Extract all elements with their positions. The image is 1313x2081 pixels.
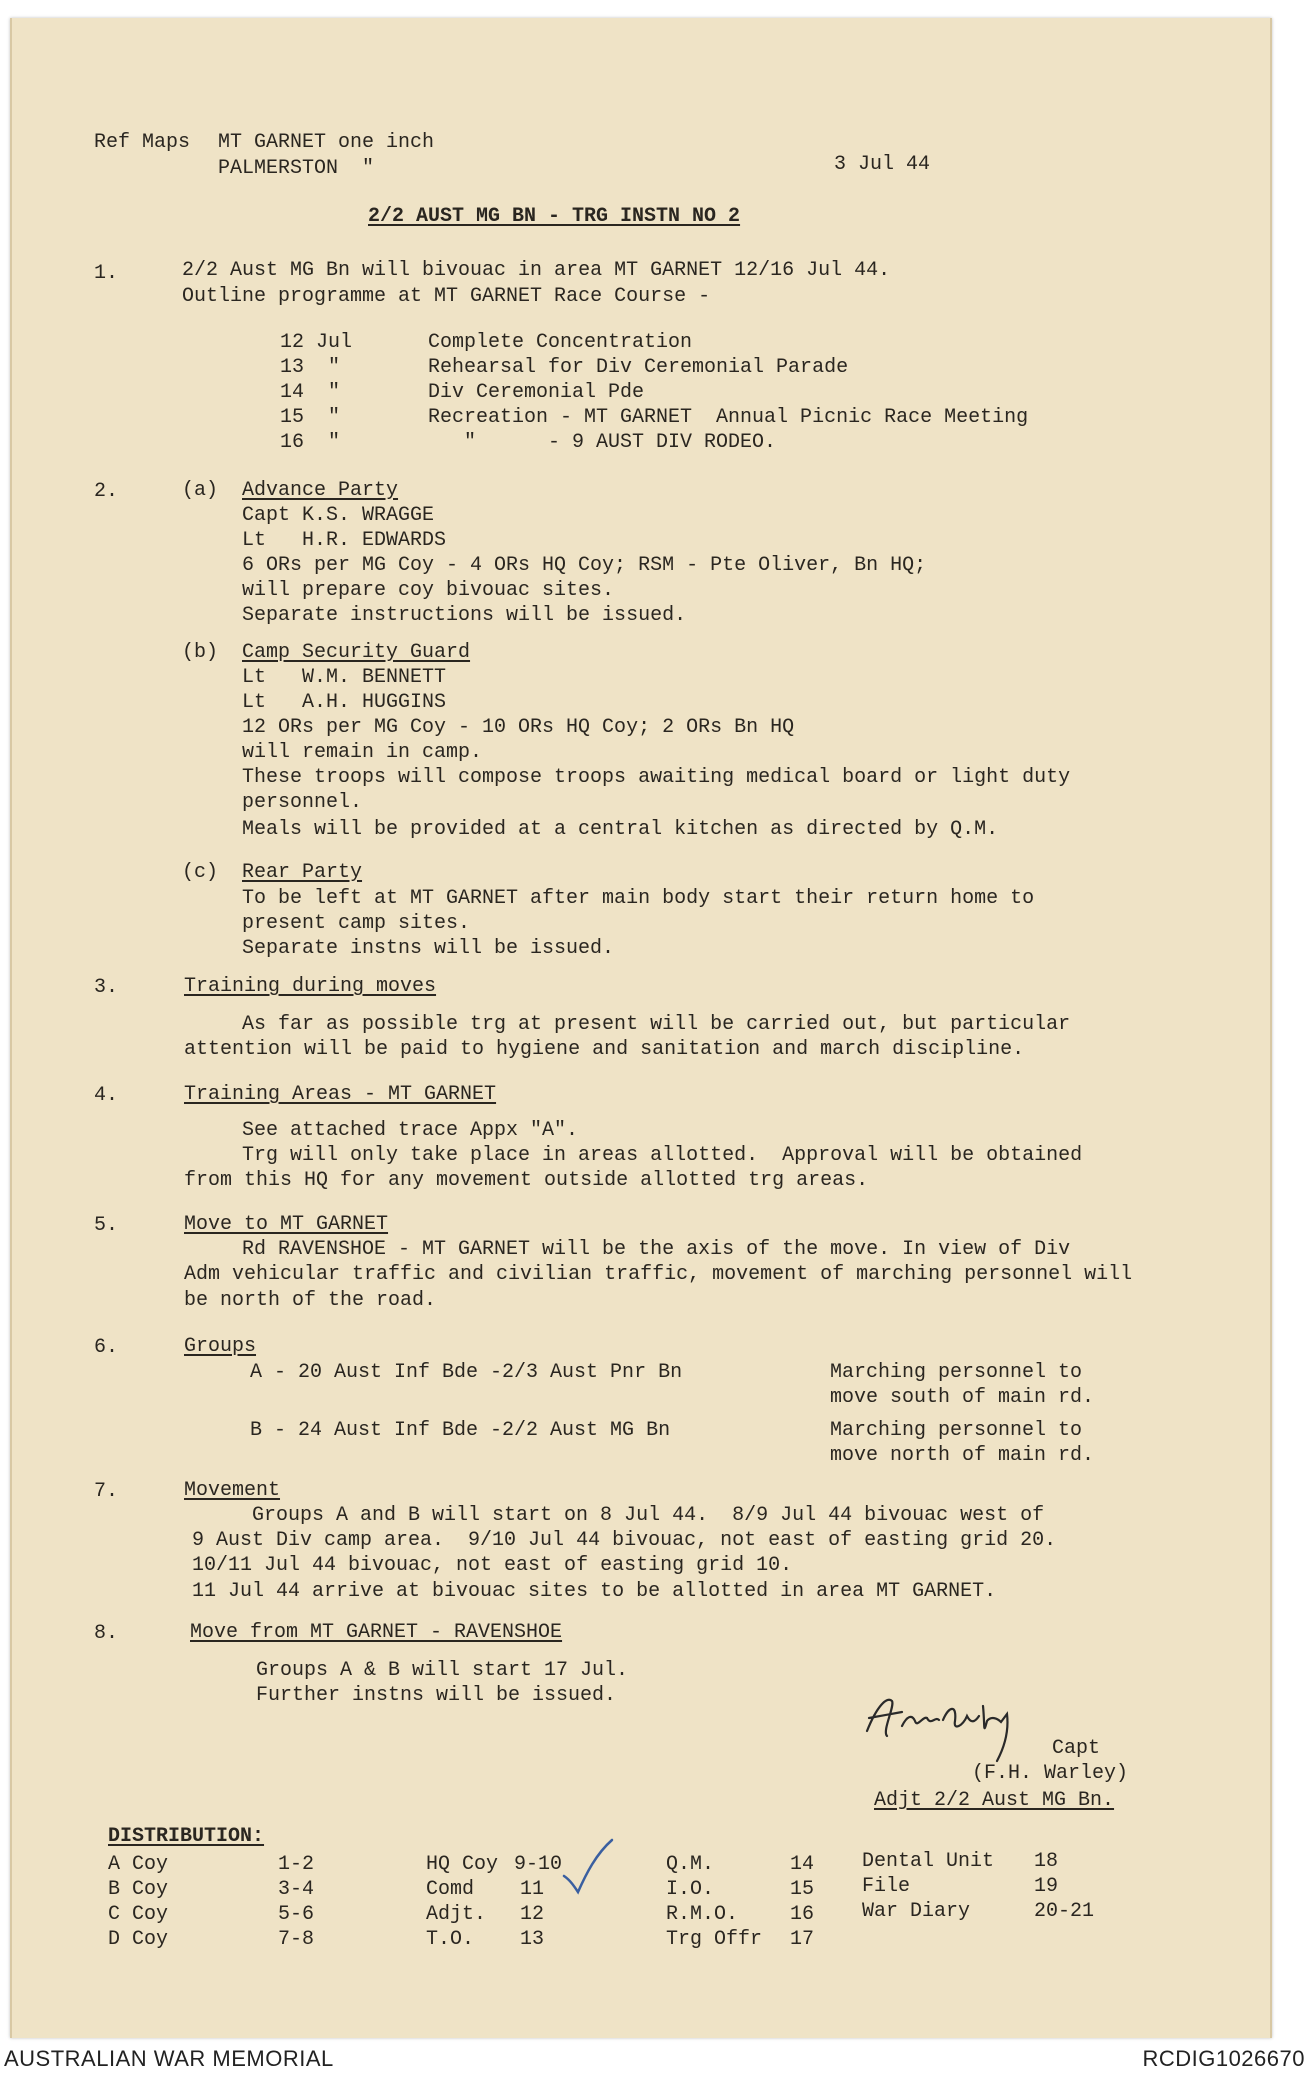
rear-party-line: present camp sites. (242, 912, 471, 935)
camp-security-line: These troops will compose troops awaiting medical board or light duty (242, 766, 1071, 789)
advance-party-line: Lt H.R. EDWARDS (242, 529, 447, 552)
schedule-day: 14 " (280, 381, 341, 404)
advance-party-line: 6 ORs per MG Coy - 4 ORs HQ Coy; RSM - Pte Oliver, Bn HQ; (242, 554, 927, 577)
distribution-copy: 15 (790, 1878, 815, 1901)
para-7-line: 11 Jul 44 arrive at bivouac sites to be allotted in area MT GARNET. (192, 1580, 997, 1603)
para-5-line: be north of the road. (184, 1289, 437, 1312)
para-7-line: 10/11 Jul 44 bivouac, not east of easting grid 10. (192, 1554, 793, 1577)
distribution-recipient: War Diary (862, 1900, 971, 1923)
camp-security-line: Lt A.H. HUGGINS (242, 691, 447, 714)
para-5-heading: Move to MT GARNET (184, 1213, 389, 1236)
signature-name: (F.H. Warley) (972, 1762, 1129, 1785)
para-1-line: Outline programme at MT GARNET Race Course - (182, 285, 711, 308)
distribution-copy: 3-4 (278, 1878, 315, 1901)
rear-party-line: To be left at MT GARNET after main body start their return home to (242, 887, 1035, 910)
distribution-copy: 13 (520, 1928, 545, 1951)
para-3-heading: Training during moves (184, 975, 437, 998)
para-8-number: 8. (94, 1622, 119, 1645)
schedule-event: " - 9 AUST DIV RODEO. (428, 431, 777, 454)
para-4-heading: Training Areas - MT GARNET (184, 1083, 497, 1106)
para-8-line: Groups A & B will start 17 Jul. (256, 1659, 629, 1682)
para-2c-label: (c) (182, 861, 219, 884)
distribution-copy: 12 (520, 1903, 545, 1926)
para-4-number: 4. (94, 1084, 119, 1107)
ref-map-1: MT GARNET one inch (218, 131, 435, 154)
para-2a-label: (a) (182, 479, 219, 502)
camp-security-line: will remain in camp. (242, 741, 483, 764)
schedule-day: 13 " (280, 356, 341, 379)
camp-security-heading: Camp Security Guard (242, 641, 471, 664)
para-3-number: 3. (94, 976, 119, 999)
distribution-copy: 11 (520, 1878, 545, 1901)
document-date: 3 Jul 44 (834, 153, 931, 176)
para-7-number: 7. (94, 1480, 119, 1503)
distribution-recipient: D Coy (108, 1928, 169, 1951)
schedule-day: 12 Jul (280, 331, 353, 354)
signature-rank: Capt (1052, 1737, 1101, 1760)
tick-mark-icon (560, 1836, 620, 1898)
distribution-recipient: Dental Unit (862, 1850, 995, 1873)
schedule-event: Div Ceremonial Pde (428, 381, 645, 404)
para-1-line: 2/2 Aust MG Bn will bivouac in area MT GARNET 12/16 Jul 44. (182, 259, 891, 282)
schedule-day: 16 " (280, 431, 341, 454)
para-7-heading: Movement (184, 1479, 281, 1502)
para-6-heading: Groups (184, 1335, 257, 1358)
footer-archive-name: AUSTRALIAN WAR MEMORIAL (4, 2046, 334, 2071)
para-7-line: 9 Aust Div camp area. 9/10 Jul 44 bivouac, not east of easting grid 20. (192, 1529, 1057, 1552)
advance-party-line: Capt K.S. WRAGGE (242, 504, 435, 527)
group-b-note: Marching personnel to (830, 1419, 1083, 1442)
para-3-line: As far as possible trg at present will be carried out, but particular (242, 1013, 1071, 1036)
para-4-line: Trg will only take place in areas allotted. Approval will be obtained (242, 1144, 1083, 1167)
ref-map-2: PALMERSTON " (218, 157, 375, 180)
distribution-heading: DISTRIBUTION: (108, 1825, 265, 1848)
distribution-copy: 20-21 (1034, 1900, 1095, 1923)
distribution-copy: 17 (790, 1928, 815, 1951)
group-a-note: Marching personnel to (830, 1361, 1083, 1384)
distribution-copy: 16 (790, 1903, 815, 1926)
para-2-number: 2. (94, 480, 119, 503)
para-3-line: attention will be paid to hygiene and sanitation and march discipline. (184, 1038, 1025, 1061)
distribution-copy: 5-6 (278, 1903, 315, 1926)
distribution-recipient: C Coy (108, 1903, 169, 1926)
rear-party-heading: Rear Party (242, 861, 363, 884)
advance-party-line: Separate instructions will be issued. (242, 604, 687, 627)
para-4-line: from this HQ for any movement outside allotted trg areas. (184, 1169, 869, 1192)
footer-record-id: RCDIG1026670 (1142, 2046, 1305, 2071)
document-title: 2/2 AUST MG BN - TRG INSTN NO 2 (368, 205, 741, 228)
para-6-number: 6. (94, 1336, 119, 1359)
distribution-recipient: Trg Offr (666, 1928, 763, 1951)
camp-security-line: Meals will be provided at a central kitchen as directed by Q.M. (242, 818, 999, 841)
group-b-line: B - 24 Aust Inf Bde -2/2 Aust MG Bn (250, 1419, 671, 1442)
schedule-event: Complete Concentration (428, 331, 693, 354)
distribution-copy: 19 (1034, 1875, 1059, 1898)
distribution-recipient: Q.M. (666, 1853, 715, 1876)
distribution-recipient: T.O. (426, 1928, 475, 1951)
distribution-recipient: HQ Coy (426, 1853, 499, 1876)
para-4-line: See attached trace Appx "A". (242, 1119, 579, 1142)
distribution-recipient: I.O. (666, 1878, 715, 1901)
handwritten-signature (857, 1676, 1067, 1766)
schedule-day: 15 " (280, 406, 341, 429)
advance-party-line: will prepare coy bivouac sites. (242, 579, 615, 602)
para-5-line: Adm vehicular traffic and civilian traffic, movement of marching personnel will (184, 1263, 1133, 1286)
distribution-copy: 9-10 (514, 1853, 563, 1876)
para-8-line: Further instns will be issued. (256, 1684, 617, 1707)
group-a-note: move south of main rd. (830, 1386, 1095, 1409)
advance-party-heading: Advance Party (242, 479, 399, 502)
distribution-recipient: A Coy (108, 1853, 169, 1876)
schedule-event: Recreation - MT GARNET Annual Picnic Race Meeting (428, 406, 1029, 429)
document-page (10, 18, 1272, 2038)
distribution-recipient: File (862, 1875, 911, 1898)
rear-party-line: Separate instns will be issued. (242, 937, 615, 960)
schedule-event: Rehearsal for Div Ceremonial Parade (428, 356, 849, 379)
distribution-copy: 14 (790, 1853, 815, 1876)
para-5-line: Rd RAVENSHOE - MT GARNET will be the axis of the move. In view of Div (242, 1238, 1071, 1261)
para-5-number: 5. (94, 1214, 119, 1237)
distribution-recipient: Adjt. (426, 1903, 487, 1926)
distribution-recipient: B Coy (108, 1878, 169, 1901)
distribution-recipient: Comd (426, 1878, 475, 1901)
para-7-line: Groups A and B will start on 8 Jul 44. 8/9 Jul 44 bivouac west of (252, 1504, 1045, 1527)
group-a-line: A - 20 Aust Inf Bde -2/3 Aust Pnr Bn (250, 1361, 683, 1384)
distribution-copy: 7-8 (278, 1928, 315, 1951)
signature-appointment: Adjt 2/2 Aust MG Bn. (874, 1789, 1115, 1812)
camp-security-line: Lt W.M. BENNETT (242, 666, 447, 689)
para-1-number: 1. (94, 262, 119, 285)
distribution-copy: 1-2 (278, 1853, 315, 1876)
group-b-note: move north of main rd. (830, 1444, 1095, 1467)
camp-security-line: 12 ORs per MG Coy - 10 ORs HQ Coy; 2 ORs Bn HQ (242, 716, 795, 739)
camp-security-line: personnel. (242, 791, 363, 814)
distribution-copy: 18 (1034, 1850, 1059, 1873)
para-2b-label: (b) (182, 641, 219, 664)
para-8-heading: Move from MT GARNET - RAVENSHOE (190, 1621, 563, 1644)
ref-maps-label: Ref Maps (94, 131, 191, 154)
distribution-recipient: R.M.O. (666, 1903, 739, 1926)
